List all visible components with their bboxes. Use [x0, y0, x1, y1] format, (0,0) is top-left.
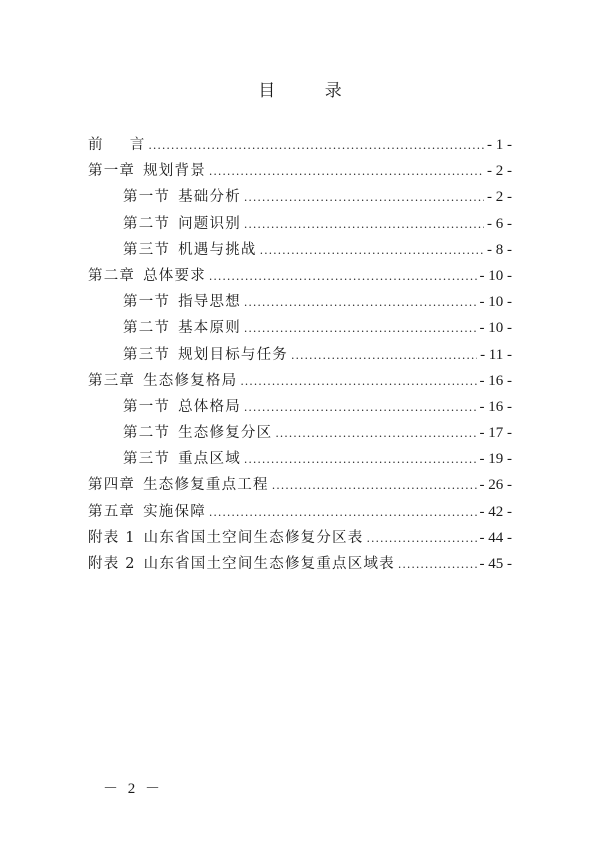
entry-title: 机遇与挑战: [178, 241, 257, 258]
dot-leader: [244, 191, 484, 204]
entry-page: - 26 -: [479, 477, 512, 494]
toc-entry-section-2-3[interactable]: [88, 343, 512, 369]
dot-leader: [244, 453, 477, 466]
toc-entry-preface[interactable]: [88, 133, 512, 159]
entry-number: 第三节: [123, 241, 171, 258]
entry-page: - 42 -: [479, 503, 512, 520]
entry-page: - 10 -: [479, 294, 512, 311]
entry-title: 总体格局: [178, 398, 241, 415]
dot-leader: [244, 322, 477, 335]
entry-page: - 8 -: [487, 241, 512, 258]
toc-entry-section-1-3[interactable]: [88, 238, 512, 264]
toc-entry-appendix-2[interactable]: [88, 552, 512, 578]
entry-title: 问题识别: [178, 215, 241, 232]
toc-title: 目 录: [258, 81, 364, 101]
dot-leader: [272, 479, 477, 492]
entry-page: - 17 -: [479, 425, 512, 442]
entry-number: 第三节: [123, 346, 171, 363]
entry-title: 指导思想: [178, 294, 241, 311]
dot-leader: [275, 427, 476, 440]
entry-number: 第二章: [88, 267, 136, 284]
entry-number: 第五章: [88, 503, 136, 520]
toc-entry-section-3-2[interactable]: [88, 421, 512, 447]
table-of-contents: [88, 133, 512, 578]
toc-entry-chapter-3[interactable]: [88, 369, 512, 395]
toc-entry-chapter-5[interactable]: [88, 500, 512, 526]
dot-leader: [244, 401, 477, 414]
dot-leader: [209, 506, 477, 519]
toc-entry-appendix-1[interactable]: [88, 526, 512, 552]
dot-leader: [240, 375, 476, 388]
entry-number: 第一章: [88, 163, 136, 180]
dot-leader: [209, 165, 484, 178]
toc-entry-section-2-1[interactable]: [88, 290, 512, 316]
entry-title: 规划背景: [143, 163, 206, 180]
dot-leader: [260, 244, 484, 257]
entry-number: 第三节: [123, 451, 171, 468]
dot-leader: [398, 558, 477, 571]
entry-title: 总体要求: [143, 267, 206, 284]
entry-number: 第一节: [123, 189, 171, 206]
toc-entry-section-3-3[interactable]: [88, 447, 512, 473]
entry-number: 前: [88, 137, 104, 153]
toc-entry-section-3-1[interactable]: [88, 395, 512, 421]
entry-number: 第二节: [123, 425, 171, 442]
entry-page: - 2 -: [487, 163, 512, 180]
entry-page: - 45 -: [479, 556, 512, 572]
entry-title: 生态修复分区: [178, 425, 273, 442]
toc-entry-chapter-4[interactable]: [88, 473, 512, 499]
dot-leader: [244, 218, 484, 231]
entry-title: 基础分析: [178, 189, 241, 206]
page-number-footer: － 2 －: [103, 781, 164, 797]
entry-page: - 10 -: [479, 267, 512, 284]
entry-number: 第四章: [88, 477, 136, 494]
entry-number: 第二节: [123, 215, 171, 232]
entry-page: - 11 -: [480, 346, 512, 363]
toc-entry-section-2-2[interactable]: [88, 316, 512, 342]
entry-number: 附表 2: [88, 556, 136, 572]
entry-number: 第一节: [123, 294, 171, 311]
entry-page: - 19 -: [479, 451, 512, 468]
entry-number: 附表 1: [88, 529, 136, 546]
entry-page: - 10 -: [479, 320, 512, 337]
entry-page: - 1 -: [487, 137, 512, 153]
entry-page: - 16 -: [479, 372, 512, 389]
toc-entry-chapter-1[interactable]: [88, 159, 512, 185]
entry-title: 规划目标与任务: [178, 346, 289, 363]
entry-title: 山东省国土空间生态修复重点区域表: [143, 556, 395, 572]
toc-entry-section-1-1[interactable]: [88, 185, 512, 211]
entry-number: 第一节: [123, 398, 171, 415]
entry-page: - 6 -: [487, 215, 512, 232]
dot-leader: [366, 532, 476, 545]
dot-leader: [244, 296, 477, 309]
toc-entry-chapter-2[interactable]: [88, 264, 512, 290]
entry-title: 重点区域: [178, 451, 241, 468]
entry-page: - 2 -: [487, 189, 512, 206]
dot-leader: [291, 349, 477, 362]
dot-leader: [209, 270, 477, 283]
entry-title: 实施保障: [143, 503, 206, 520]
entry-title: 基本原则: [178, 320, 241, 337]
entry-number: 第二节: [123, 320, 171, 337]
entry-title: 山东省国土空间生态修复分区表: [143, 529, 364, 546]
dot-leader: [148, 139, 484, 152]
entry-number: 第三章: [88, 372, 136, 389]
entry-page: - 44 -: [479, 529, 512, 546]
toc-entry-section-1-2[interactable]: [88, 212, 512, 238]
entry-title: 生态修复格局: [143, 372, 238, 389]
entry-title: 生态修复重点工程: [143, 477, 269, 494]
entry-title: 言: [129, 137, 146, 153]
entry-page: - 16 -: [479, 398, 512, 415]
